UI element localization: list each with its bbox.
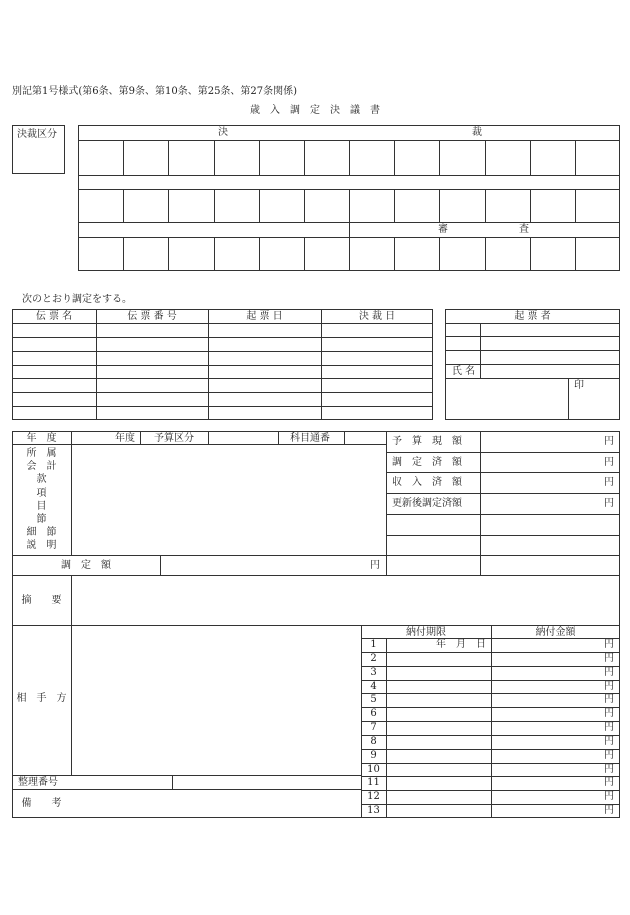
- payment-row-yen: 円: [604, 805, 614, 817]
- budget-vertical-label: 項: [36, 487, 47, 499]
- cp-row-divider: [361, 693, 620, 694]
- payment-row-yen: 円: [604, 694, 614, 706]
- voucher-header-decision-date: 決 裁 日: [358, 311, 396, 322]
- stamp-divider: [439, 140, 440, 175]
- stamp-divider: [123, 189, 124, 222]
- stamp-divider: [304, 189, 305, 222]
- decision-label-1: 決: [218, 127, 228, 138]
- stamp-divider: [530, 140, 531, 175]
- voucher-header-number: 伝 票 番 号: [127, 311, 177, 322]
- stamp-divider: [575, 140, 576, 175]
- stamp-divider: [259, 237, 260, 271]
- payment-row-number: 8: [370, 735, 377, 747]
- payment-row-number: 13: [367, 805, 380, 817]
- reference-number-label: 整理番号: [18, 777, 58, 788]
- cp-row-divider: [361, 749, 620, 750]
- cp-header-divider: [361, 638, 620, 639]
- stamp-divider: [394, 189, 395, 222]
- budget-category-label: 予算区分: [154, 433, 194, 444]
- cp-row-divider: [361, 790, 620, 791]
- payment-row-yen: 円: [604, 708, 614, 720]
- assessment-amount-label: 調 定 額: [61, 560, 111, 571]
- fiscal-year-suffix: 年度: [115, 433, 135, 444]
- payment-row-yen: 円: [604, 652, 614, 664]
- payment-row-yen: 円: [604, 777, 614, 789]
- stamp-divider: [168, 189, 169, 222]
- seal-label: 印: [574, 380, 584, 391]
- yen-1: 円: [604, 436, 614, 447]
- budget-vertical-label: 目: [36, 500, 47, 512]
- payment-row-number: 10: [367, 763, 380, 775]
- stamp-divider: [123, 237, 124, 271]
- stamp-divider: [530, 189, 531, 222]
- payment-row-yen: 円: [604, 763, 614, 775]
- assessed-label: 調 定 済 額: [392, 457, 462, 468]
- intro-text: 次のとおり調定をする。: [22, 294, 132, 305]
- item-code-label: 科目通番: [290, 433, 330, 444]
- audit-label-1: 審: [438, 224, 448, 235]
- budget-vertical-label: 節: [36, 514, 47, 525]
- stamp-divider: [439, 237, 440, 271]
- payment-row-number: 12: [367, 791, 380, 803]
- cp-row-divider: [361, 707, 620, 708]
- voucher-row-divider: [12, 337, 433, 338]
- updated-assessed-label: 更新後調定済額: [392, 498, 462, 509]
- cp-row-divider: [361, 652, 620, 653]
- stamp-divider: [485, 140, 486, 175]
- payment-row-yen: 円: [604, 666, 614, 678]
- assessment-yen: 円: [370, 560, 380, 571]
- stamp-divider: [485, 237, 486, 271]
- cp-row-divider: [361, 776, 620, 777]
- summary-label: 摘 要: [21, 595, 62, 606]
- issuer-header: 起 票 者: [514, 311, 551, 322]
- payment-row-number: 5: [370, 694, 377, 706]
- issuer-name-label: 氏 名: [452, 366, 476, 377]
- stamp-divider: [349, 237, 350, 271]
- cp-row-divider: [361, 804, 620, 805]
- voucher-header-name: 伝 票 名: [35, 311, 73, 322]
- stamp-divider: [394, 140, 395, 175]
- stamp-divider: [349, 140, 350, 175]
- stamp-divider: [439, 189, 440, 222]
- fiscal-year-label: 年 度: [26, 433, 57, 444]
- stamp-divider: [259, 140, 260, 175]
- budget-vertical-label: 所 属: [26, 448, 57, 459]
- page-title: 歳 入 調 定 決 議 書: [250, 105, 380, 116]
- yen-2: 円: [604, 457, 614, 468]
- budget-vertical-label: 説 明: [26, 540, 57, 552]
- payment-row-number: 11: [367, 777, 380, 789]
- stamp-divider: [575, 237, 576, 271]
- approval-category-box: [12, 125, 65, 174]
- audit-label-2: 査: [519, 224, 529, 235]
- voucher-row-divider: [12, 365, 433, 366]
- cp-row-divider: [361, 721, 620, 722]
- payment-row-yen: 円: [604, 680, 614, 692]
- payment-row-yen: 円: [604, 722, 614, 734]
- stamp-divider: [123, 140, 124, 175]
- voucher-row-divider: [12, 406, 433, 407]
- voucher-row-divider: [12, 323, 433, 324]
- voucher-row-divider: [12, 351, 433, 352]
- budget-vertical-label: 会 計: [26, 461, 57, 473]
- payment-row-number: 3: [370, 666, 377, 678]
- approval-category-label: 決裁区分: [17, 129, 57, 140]
- payment-row-yen: 円: [604, 735, 614, 747]
- yen-3: 円: [604, 477, 614, 488]
- deadline-header: 納付期限: [406, 627, 446, 638]
- cp-row-divider: [361, 735, 620, 736]
- cp-row-divider: [361, 666, 620, 667]
- counterparty-label: 相 手 方: [16, 693, 67, 704]
- cp-row-divider: [361, 680, 620, 681]
- budget-vertical-label: 細 節: [26, 527, 57, 539]
- stamp-divider: [214, 189, 215, 222]
- cp-row-divider: [361, 763, 620, 764]
- stamp-divider: [485, 189, 486, 222]
- stamp-divider: [259, 189, 260, 222]
- form-reference-note: 別記第1号様式(第6条、第9条、第10条、第25条、第27条関係): [12, 86, 298, 97]
- decision-label-2: 裁: [472, 127, 482, 138]
- payment-row-number: 6: [370, 708, 377, 720]
- stamp-divider: [168, 237, 169, 271]
- stamp-divider: [575, 189, 576, 222]
- summary-box: [12, 575, 620, 626]
- budget-vertical-label: 款: [36, 474, 47, 486]
- stamp-divider: [304, 237, 305, 271]
- remarks-label: 備 考: [21, 798, 62, 809]
- yen-4: 円: [604, 498, 614, 509]
- payment-row-number: 4: [370, 680, 377, 692]
- stamp-divider: [214, 237, 215, 271]
- payment-row-number: 7: [370, 722, 377, 734]
- amount-header: 納付金額: [535, 627, 576, 638]
- stamp-divider: [530, 237, 531, 271]
- payment-row-number: 9: [370, 749, 377, 761]
- received-label: 収 入 済 額: [392, 477, 462, 488]
- payment-row-yen: 円: [604, 791, 614, 803]
- stamp-divider: [214, 140, 215, 175]
- voucher-header-issue-date: 起 票 日: [246, 311, 283, 322]
- payment-row-number: 1: [370, 639, 377, 650]
- budget-current-label: 予 算 現 額: [392, 436, 462, 447]
- stamp-divider: [304, 140, 305, 175]
- stamp-divider: [168, 140, 169, 175]
- stamp-divider: [349, 189, 350, 222]
- payment-row-number: 2: [370, 652, 377, 664]
- payment-row-yen: 円: [604, 749, 614, 761]
- voucher-row-divider: [12, 378, 433, 379]
- payment-row-yen: 円: [604, 639, 614, 650]
- stamp-divider: [394, 237, 395, 271]
- voucher-row-divider: [12, 392, 433, 393]
- payment-date-format: 年 月 日: [436, 639, 486, 650]
